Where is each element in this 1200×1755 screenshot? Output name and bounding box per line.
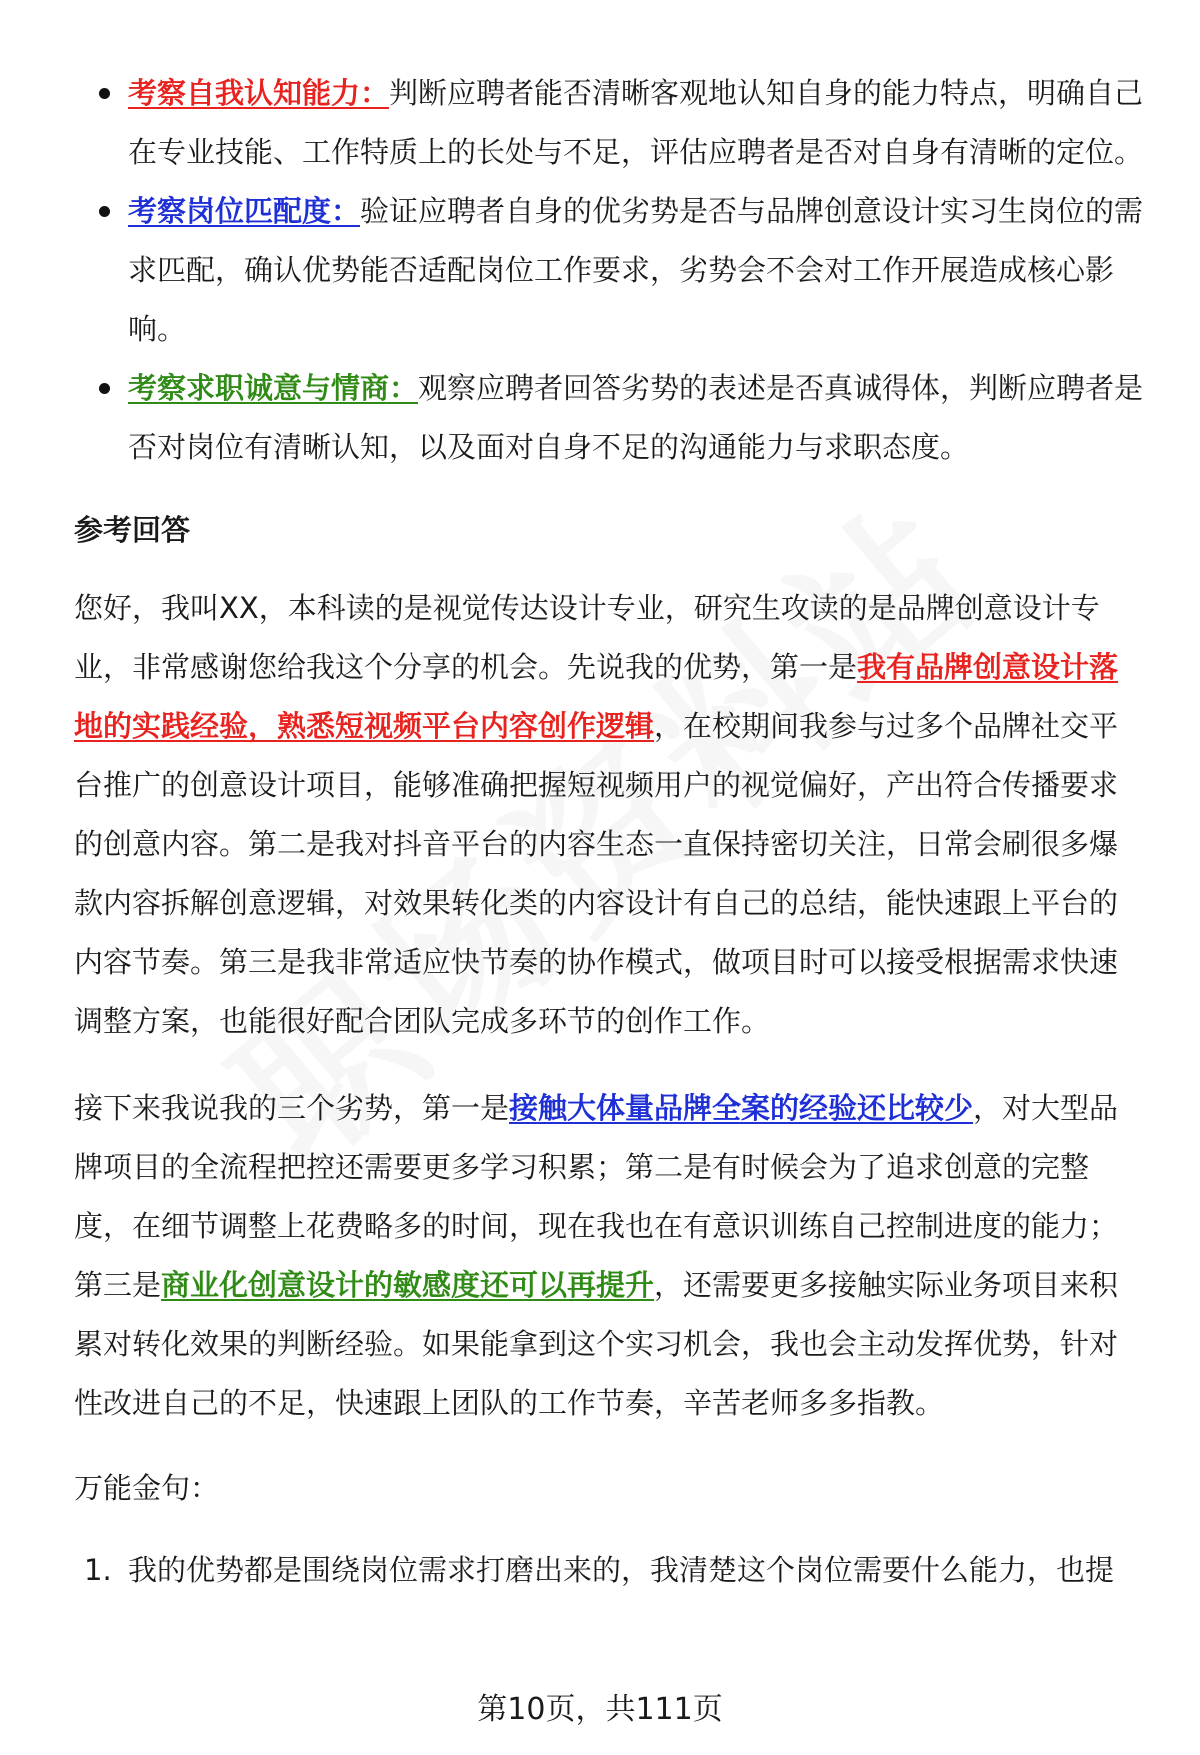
bullet-text: 观察应聘者回答劣势的表述是否真诚得体，判断应聘者是否对岗位有清晰认知，以及面对自身不足的沟通能力与求职态度。 <box>128 371 1144 464</box>
bullet-item-sincerity <box>74 359 1146 477</box>
bullet-label: 考察自我认知能力： <box>128 76 390 110</box>
page-number: 第10页，共111页 <box>477 1692 723 1727</box>
bullet-item-job-match <box>74 182 1146 359</box>
golden-sentences-list <box>74 1541 1146 1600</box>
golden-sentences-title: 万能金句： <box>74 1471 220 1505</box>
answer-text: ，还需要更多接触实际业务项目来积累对转化效果的判断经验。如果能拿到这个实习机会，我也会主动发挥优势，针对性改进自己的不足，快速跟上团队的工作节奏，辛苦老师多多指教。 <box>74 1268 1119 1420</box>
list-number: 1. <box>84 1553 112 1587</box>
section-title: 参考回答 <box>74 513 191 547</box>
bullet-dot-icon <box>99 383 110 394</box>
bullet-text: 验证应聘者自身的优劣势是否与品牌创意设计实习生岗位的需求匹配，确认优势能否适配岗位工作要求，劣势会不会对工作开展造成核心影响。 <box>128 194 1144 346</box>
list-text: 我的优势都是围绕岗位需求打磨出来的，我清楚这个岗位需要什么能力，也提 <box>128 1553 1115 1587</box>
answer-paragraph-weaknesses <box>74 1079 1146 1433</box>
highlight-weakness-3: 商业化创意设计的敏感度还可以再提升 <box>161 1268 655 1302</box>
list-item <box>74 1541 1146 1600</box>
highlight-weakness-1: 接触大体量品牌全案的经验还比较少 <box>509 1091 974 1125</box>
answer-text: 您好，我叫XX，本科读的是视觉传达设计专业，研究生攻读的是品牌创意设计专业，非常感谢您给我这个分享的机会。先说我的优势，第一是 <box>74 591 1100 684</box>
answer-text: 接下来我说我的三个劣势，第一是 <box>74 1091 510 1125</box>
answer-text: ，对大型品牌项目的全流程把控还需要更多学习积累；第二是有时候会为了追求创意的完整度，在细节调整上花费略多的时间，现在我也在有意识训练自己控制进度的能力；第三是 <box>74 1091 1119 1302</box>
document-body <box>74 64 1146 1600</box>
bullet-dot-icon <box>99 88 110 99</box>
bullet-dot-icon <box>99 206 110 217</box>
bullet-text: 判断应聘者能否清晰客观地认知自身的能力特点，明确自己在专业技能、工作特质上的长处与不足，评估应聘者是否对自身有清晰的定位。 <box>128 76 1144 169</box>
bullet-label: 考察岗位匹配度： <box>128 194 361 228</box>
highlight-strength: 我有品牌创意设计落地的实践经验，熟悉短视频平台内容创作逻辑 <box>74 650 1119 743</box>
bullet-label: 考察求职诚意与情商： <box>128 371 419 405</box>
answer-text: ，在校期间我参与过多个品牌社交平台推广的创意设计项目，能够准确把握短视频用户的视觉偏好，产出符合传播要求的创意内容。第二是我对抖音平台的内容生态一直保持密切关注，日常会刷很多爆款内容拆解创意逻辑，对效果转化类的内容设计有自己的总结，能快速跟上平台的内容节奏。第三是我非常适应快节奏的协作模式，做项目时可以接受根据需求快速调整方案，也能很好配合团队完成多环节的创作工作。 <box>74 709 1119 1038</box>
bullet-item-self-awareness <box>74 64 1146 182</box>
answer-paragraph-strengths <box>74 579 1146 1051</box>
assessment-points-list <box>74 64 1146 477</box>
